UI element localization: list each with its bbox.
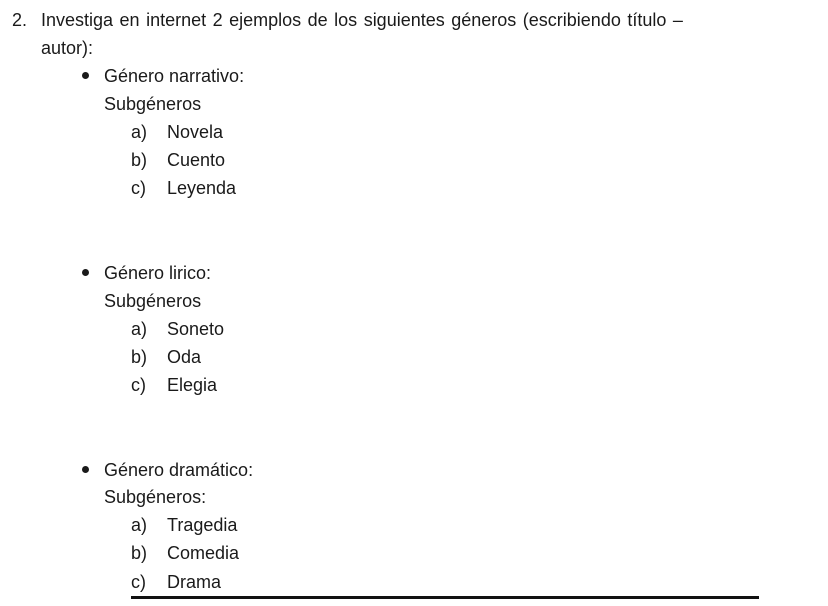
- bottom-divider-line: [131, 596, 759, 599]
- item-letter: c): [131, 572, 146, 592]
- genre-title: Género dramático:: [104, 460, 254, 480]
- item-letter: a): [131, 122, 148, 142]
- bullet-icon: [82, 466, 89, 473]
- item-label: Tragedia: [167, 515, 238, 535]
- question-number: 2.: [12, 10, 28, 30]
- item-letter: b): [131, 150, 148, 170]
- item-letter: b): [131, 543, 148, 563]
- genre-title: Género lirico:: [104, 263, 212, 283]
- item-label: Drama: [167, 572, 222, 592]
- bullet-icon: [82, 269, 89, 276]
- item-letter: c): [131, 178, 146, 198]
- item-label: Comedia: [167, 543, 240, 563]
- item-letter: b): [131, 347, 148, 367]
- item-label: Novela: [167, 122, 224, 142]
- bullet-icon: [82, 72, 89, 79]
- item-label: Leyenda: [167, 178, 237, 198]
- item-label: Cuento: [167, 150, 226, 170]
- genre-subtitle: Subgéneros: [104, 94, 202, 114]
- item-label: Oda: [167, 347, 202, 367]
- item-label: Elegia: [167, 375, 218, 395]
- genre-subtitle: Subgéneros:: [104, 487, 207, 507]
- question-text-line-2: autor):: [41, 38, 94, 58]
- item-label: Soneto: [167, 319, 225, 339]
- item-letter: a): [131, 515, 148, 535]
- genre-title: Género narrativo:: [104, 66, 245, 86]
- genre-subtitle: Subgéneros: [104, 291, 202, 311]
- question-text-line-1: Investiga en internet 2 ejemplos de los siguientes géneros (escribiendo título –: [41, 10, 683, 30]
- item-letter: a): [131, 319, 148, 339]
- item-letter: c): [131, 375, 146, 395]
